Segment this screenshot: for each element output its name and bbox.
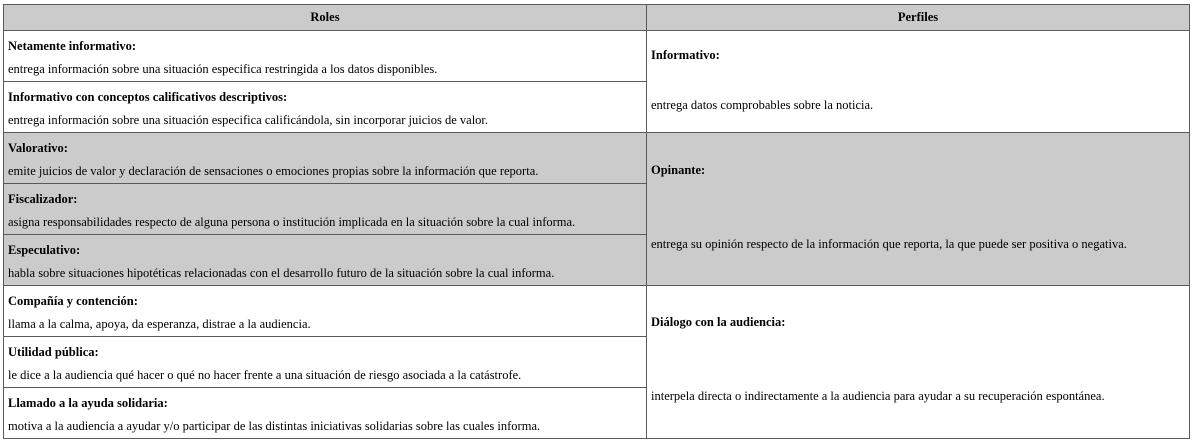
role-title: Valorativo: (8, 141, 68, 155)
perfil-title: Diálogo con la audiencia: (651, 315, 786, 329)
perfil-title: Informativo: (651, 48, 720, 62)
role-cell (4, 388, 647, 439)
role-description: llama a la calma, apoya, da esperanza, distrae a la audiencia. (8, 317, 311, 331)
perfil-description: entrega datos comprobables sobre la noticia. (651, 98, 874, 112)
header-row (4, 5, 1190, 31)
role-title: Netamente informativo: (8, 39, 137, 53)
perfil-cell (647, 133, 1190, 286)
perfil-cell (647, 286, 1190, 439)
role-description: habla sobre situaciones hipotéticas relacionadas con el desarrollo futuro de la situación sobre la cual informa. (8, 266, 555, 280)
role-title: Utilidad pública: (8, 345, 99, 359)
perfil-description: entrega su opinión respecto de la información que reporta, la que puede ser positiva o negativa. (651, 237, 1127, 251)
perfil-title: Opinante: (651, 163, 706, 177)
role-cell (4, 82, 647, 133)
table-row (4, 31, 1190, 82)
role-cell (4, 184, 647, 235)
role-cell (4, 133, 647, 184)
role-description: asigna responsabilidades respecto de alguna persona o institución implicada en la situación sobre la cual informa. (8, 215, 576, 229)
role-cell (4, 286, 647, 337)
role-description: entrega información sobre una situación especifica restringida a los datos disponibles. (8, 62, 438, 76)
role-title: Especulativo: (8, 243, 81, 257)
role-title: Llamado a la ayuda solidaria: (8, 396, 168, 410)
role-title: Compañía y contención: (8, 294, 138, 308)
role-description: entrega información sobre una situación especifica calificándola, sin incorporar juicios de valor. (8, 113, 489, 127)
role-description: motiva a la audiencia a ayudar y/o participar de las distintas iniciativas solidarias sobre las cuales informa. (8, 419, 541, 433)
header-roles: Roles (4, 5, 647, 31)
role-cell (4, 235, 647, 286)
table-row (4, 286, 1190, 337)
header-perfiles: Perfiles (647, 5, 1190, 31)
role-cell (4, 337, 647, 388)
perfil-cell (647, 31, 1190, 133)
role-cell (4, 31, 647, 82)
role-description: emite juicios de valor y declaración de sensaciones o emociones propias sobre la información que reporta. (8, 164, 539, 178)
role-title: Fiscalizador: (8, 192, 78, 206)
perfil-description: interpela directa o indirectamente a la audiencia para ayudar a su recuperación espontánea. (651, 389, 1105, 403)
role-description: le dice a la audiencia qué hacer o qué no hacer frente a una situación de riesgo asociada a la catástrofe. (8, 368, 522, 382)
role-title: Informativo con conceptos calificativos descriptivos: (8, 90, 288, 104)
roles-perfiles-table (3, 4, 1190, 439)
table-row (4, 133, 1190, 184)
